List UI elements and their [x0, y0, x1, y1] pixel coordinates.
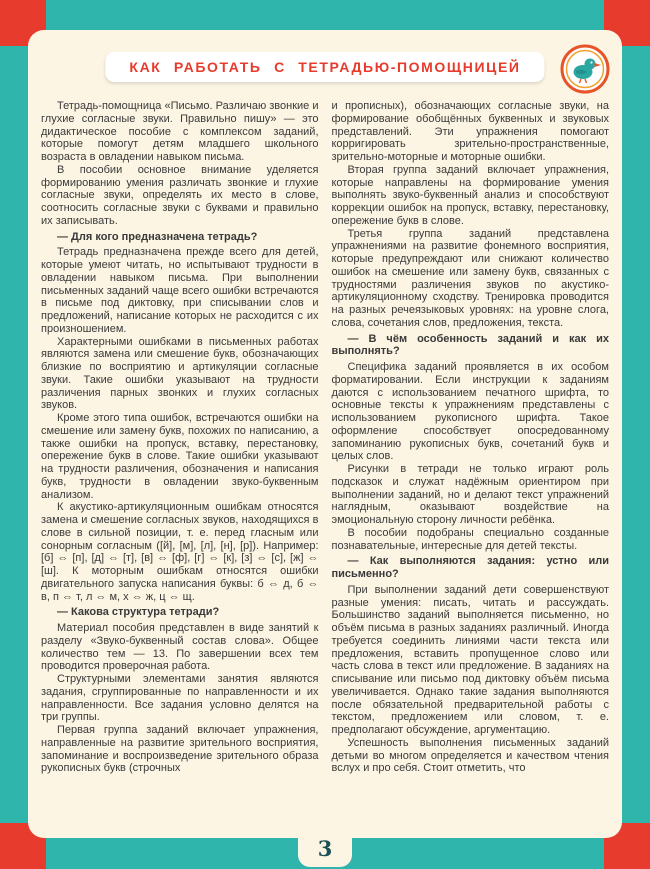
paragraph: В пособии основное внимание уделяется формированию умения различать звонкие и глухие согласные звуки, определять их место в слове, соотносить согласные звуки с буквами и правильно их записывать.: [41, 163, 319, 227]
bird-logo-icon: [560, 44, 610, 94]
paragraph: К акустико-артикуляционным ошибкам относятся замена и смешение согласных звуков, находящихся в слове в сильной позиции, т. е. перед гласным или сонорным согласным ([й], [м], [л], [н], [р]). Например: [б] ⇔ [п], [д] ⇔ [т], [в] ⇔ [ф], [г] ⇔ [к], [з] ⇔ [с], [ж] ⇔ [ш]. К моторным ошибкам относятся ошибки двигательного запуска написания буквы: б ⇔ д, б ⇔ в, п ⇔ т, л ⇔ м, х ⇔ ж, ц ⇔ щ.: [41, 501, 319, 603]
paragraph: Вторая группа заданий включает упражнения, которые направлены на формирование умения выполнять звуко-буквенный анализ и способствуют коррекции ошибок на пропуск, вставку, перестановку, опережение букв в слове.: [331, 163, 609, 227]
page-title: КАК РАБОТАТЬ С ТЕТРАДЬЮ-ПОМОЩНИЦЕЙ: [105, 52, 544, 82]
right-column: [332, 100, 610, 806]
paragraph: Тетрадь-помощница «Письмо. Различаю звонкие и глухие согласные звуки. Правильно пишу» — это дидактическое пособие с комплексом заданий, которые помогут детям младшего школьного возраста в овладении навыком письма.: [41, 100, 319, 163]
paragraph: Специфика заданий проявляется в их особом форматировании. Если инструкции к заданиям даются с использованием печатного шрифта, то основные тексты к упражнениям представлены с использованием рукописного шрифта. Такое оформление способствует опосредованному запоминанию рукописных букв, сочетаний букв и целых слов.: [331, 361, 609, 463]
page-number: 3: [317, 836, 333, 861]
paragraph: Материал пособия представлен в виде занятий к разделу «Звуко-буквенный состав слова». Общее количество тем — 13. По завершении всех тем проводится проверочная работа.: [41, 622, 319, 673]
question-heading: — Для кого предназначена тетрадь?: [57, 230, 258, 243]
text-columns: [41, 100, 609, 806]
question-heading: — В чём особенность заданий и как их выполнять?: [331, 332, 609, 358]
paragraph: Рисунки в тетради не только играют роль подсказок и служат надёжным ориентиром при выполнении заданий, но и делают текст упражнений наглядным, оказывают воздействие на эмоциональную сторону личности ребёнка.: [331, 463, 609, 526]
paragraph: Тетрадь предназначена прежде всего для детей, которые умеют читать, но испытывают трудности в овладении навыком письма. При выполнении письменных заданий чаще всего ошибки встречаются в письме под диктовку, при списывании слов и предложений, написание которых не расходится с их произношением.: [41, 246, 319, 335]
paragraph: При выполнении заданий дети совершенствуют разные умения: писать, читать и рассуждать. Большинство заданий выполняется письменно, но объём письма в разных заданиях различный. Иногда требуется соединить линиями части текста или предложения, вставить пропущенное слово или часть слова в текст или предложение. В заданиях на списывание или письмо под диктовку объём письма увеличивается. Однако такие задания выполняются после обязательной предварительной работы с текстом, предложением или словом, т. е. предполагают обсуждение, аргументацию.: [331, 583, 609, 736]
paragraph: Характерными ошибками в письменных работах являются замена или смешение букв, обозначающих близкие по восприятию и артикуляции согласные звуки. Такие ошибки указывают на трудности различения парных звонких и глухих согласных звуков.: [41, 335, 319, 412]
paragraph: Структурными элементами занятия являются задания, сгруппированные по направленности и их направленности. Все задания условно делятся на три группы.: [41, 673, 319, 724]
paragraph: Третья группа заданий представлена упражнениями на развитие фонемного восприятия, которые предупреждают или снижают количество ошибок на смешение или замену букв, связанных с трудностями различения звуков по акустико-артикуляционному сходству. Тренировка проводится на разных речеязыковых уровнях: на уровне слога, слова, сочетания слов, предложения, текста.: [331, 227, 609, 329]
paragraph: и прописных), обозначающих согласные звуки, на формирование обобщённых буквенных и звуковых представлений. Эти упражнения помогают корригировать зрительно-пространственные, зрительно-моторные и моторные ошибки.: [331, 100, 609, 163]
page-number-tab: [298, 821, 352, 867]
left-column: [41, 100, 319, 806]
paragraph: В пособии подобраны специально созданные познавательные, интересные для детей тексты.: [331, 526, 609, 552]
question-heading: — Как выполняются задания: устно или письменно?: [331, 555, 609, 580]
paragraph: Первая группа заданий включает упражнения, направленные на развитие зрительного восприятия, запоминание и воспроизведение зрительного образа рукописных букв (строчных: [41, 724, 319, 775]
paragraph: Кроме этого типа ошибок, встречаются ошибки на смешение или замену букв, похожих по написанию, а также ошибки на пропуск, вставку, перестановку, опережение букв в слове. Такие ошибки указывают на трудности различения, обозначения и написания букв, трудности в овладении звуко-буквенным анализом.: [41, 412, 319, 501]
paragraph: Успешность выполнения письменных заданий детьми во многом определяется и качеством чтения вслух и про себя. Стоит отметить, что: [331, 736, 609, 775]
question-heading: — Какова структура тетради?: [57, 606, 220, 619]
book-page: [28, 30, 622, 861]
